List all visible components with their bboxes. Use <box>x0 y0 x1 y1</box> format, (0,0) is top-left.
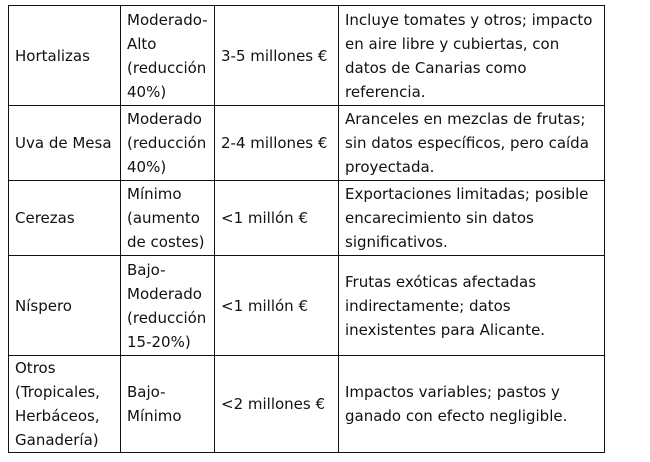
notes-cell: Incluye tomates y otros; impacto en aire libre y cubiertas, con datos de Canarias como referencia. <box>339 6 605 106</box>
notes-cell: Aranceles en mezclas de frutas; sin datos específicos, pero caída proyectada. <box>339 106 605 181</box>
crop-cell: Cerezas <box>9 181 121 256</box>
impact-level-cell: Bajo-Moderado (reducción 15-20%) <box>121 256 215 356</box>
table-row <box>9 356 605 453</box>
estimated-loss-cell: <2 millones € <box>215 356 339 453</box>
impact-table <box>8 5 605 453</box>
table-row <box>9 181 605 256</box>
impact-level-cell: Bajo-Mínimo <box>121 356 215 453</box>
table-row <box>9 256 605 356</box>
table-row <box>9 106 605 181</box>
crop-cell: Hortalizas <box>9 6 121 106</box>
crop-cell: Uva de Mesa <box>9 106 121 181</box>
crop-cell: Otros (Tropicales, Herbáceos, Ganadería) <box>9 356 121 453</box>
impact-level-cell: Moderado (reducción 40%) <box>121 106 215 181</box>
estimated-loss-cell: 3-5 millones € <box>215 6 339 106</box>
crop-cell: Níspero <box>9 256 121 356</box>
notes-cell: Frutas exóticas afectadas indirectamente; datos inexistentes para Alicante. <box>339 256 605 356</box>
impact-level-cell: Moderado-Alto (reducción 40%) <box>121 6 215 106</box>
estimated-loss-cell: 2-4 millones € <box>215 106 339 181</box>
notes-cell: Exportaciones limitadas; posible encarecimiento sin datos significativos. <box>339 181 605 256</box>
impact-level-cell: Mínimo (aumento de costes) <box>121 181 215 256</box>
estimated-loss-cell: <1 millón € <box>215 256 339 356</box>
table-row <box>9 6 605 106</box>
estimated-loss-cell: <1 millón € <box>215 181 339 256</box>
notes-cell: Impactos variables; pastos y ganado con efecto negligible. <box>339 356 605 453</box>
